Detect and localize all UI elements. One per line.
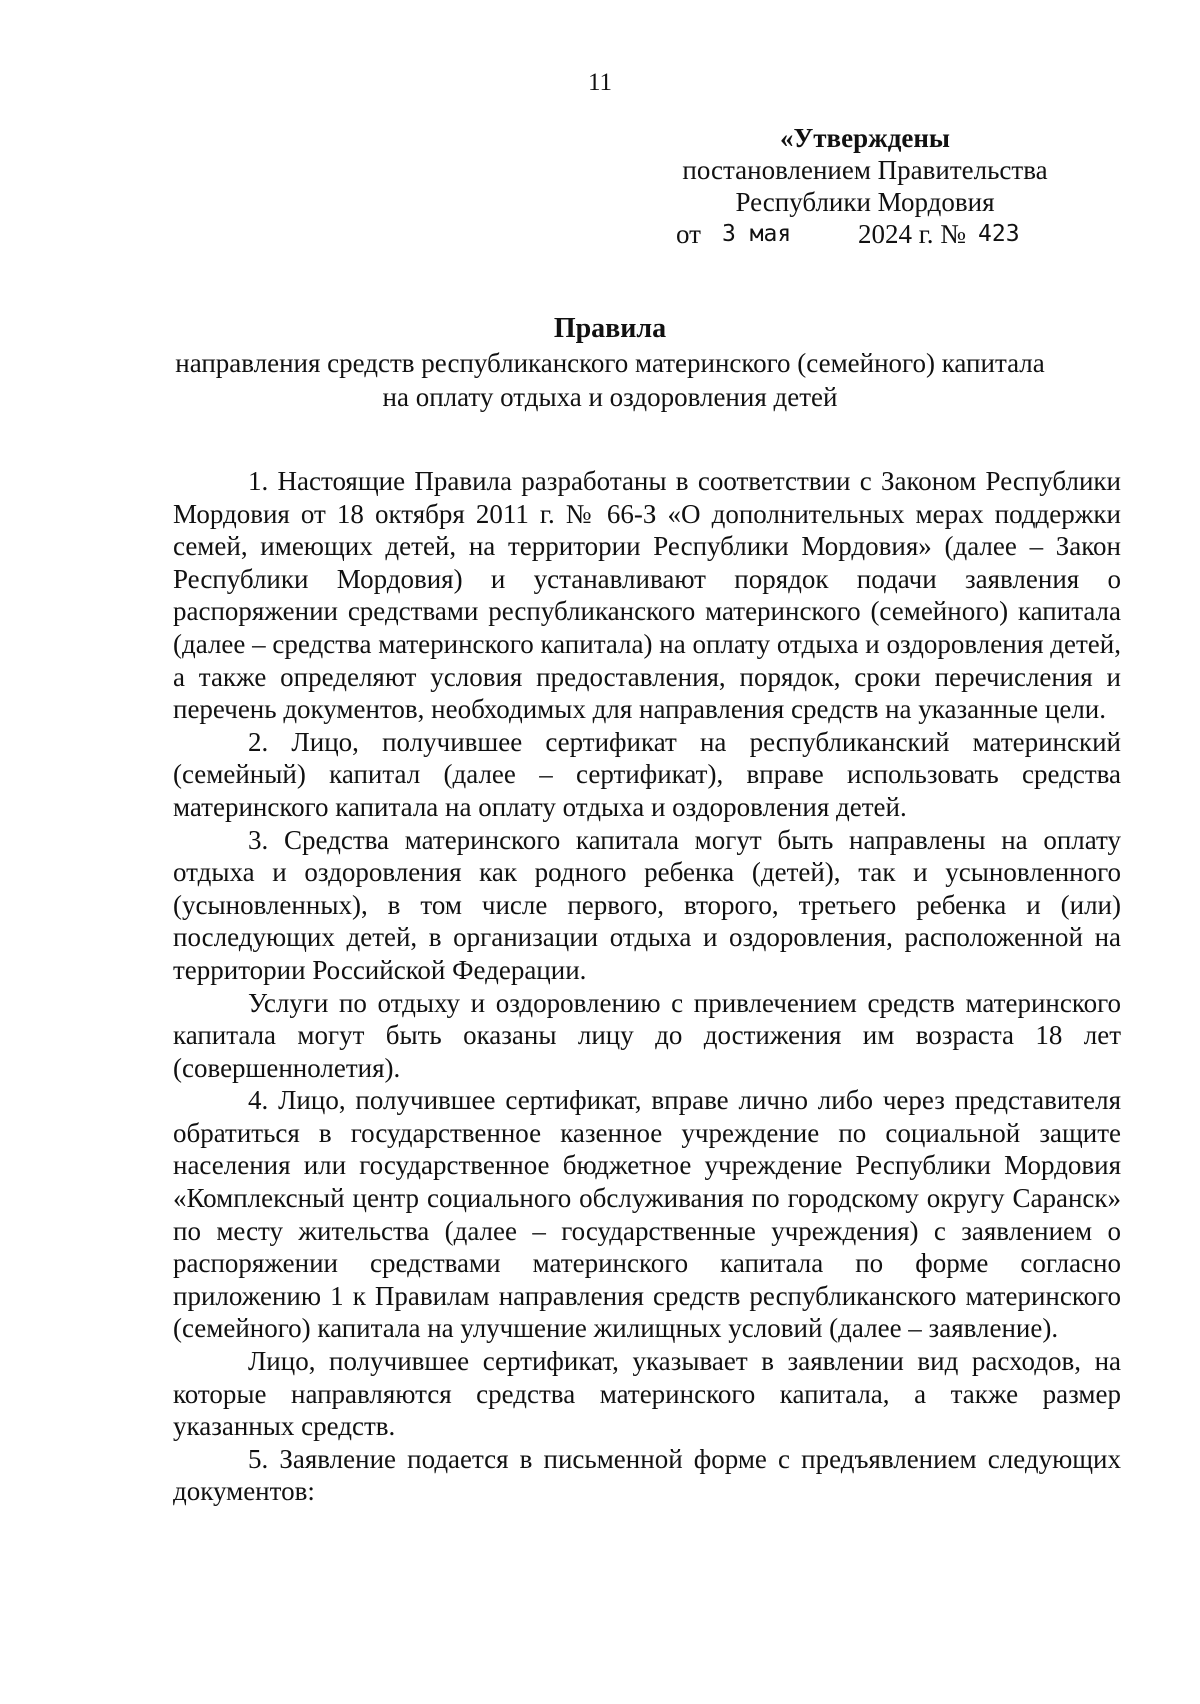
paragraph-2: 2. Лицо, получившее сертификат на республиканский материнский (семейный) капитал (далее – сертификат), вправе использовать средства материнского капитала на оплату отдыха и оздоровления детей. [173, 726, 1121, 822]
document-title: Правила [553, 313, 667, 344]
year-number-label: 2024 г. № [858, 219, 967, 249]
paragraph-1: 1. Настоящие Правила разработаны в соответствии с Законом Республики Мордовия от 18 октября 2011 г. № 66-З «О дополнительных мерах поддержки семей, имеющих детей, на территории Республики Мордовия» (далее – Закон Республики Мордовия) и устанавливают порядок подачи заявления о распоряжении средствами республиканского материнского (семейного) капитала (далее – средства материнского капитала) на оплату отдыха и оздоровления детей, а также определяют условия предоставления, порядок, сроки перечисления и перечень документов, необходимых для направления средств на указанные цели. [173, 466, 1121, 725]
document-subtitle-line-1: направления средств республиканского материнского (семейного) капитала [175, 348, 1045, 378]
approval-date-line [640, 218, 1090, 252]
paragraph-4-continued: Лицо, получившее сертификат, указывает в заявлении вид расходов, на которые направляются средства материнского капитала, а также размер указанных средств. [173, 1346, 1121, 1442]
approval-stamp [640, 122, 1090, 252]
document-title-block [150, 312, 1070, 414]
approval-line-2: Республики Мордовия [735, 187, 995, 217]
paragraph-4: 4. Лицо, получившее сертификат, вправе лично либо через представителя обратиться в государственное казенное учреждение по социальной защите населения или государственное бюджетное учреждение Республики Мордовия «Комплексный центр социального обслуживания по городскому округу Саранск» по месту жительства (далее – государственные учреждения) с заявлением о распоряжении средствами материнского капитала по форме согласно приложению 1 к Правилам направления средств республиканского материнского (семейного) капитала на улучшение жилищных условий (далее – заявление). [173, 1085, 1121, 1344]
handwritten-number: 423 [978, 221, 1020, 247]
handwritten-date: 3 мая [722, 221, 792, 247]
paragraph-3-continued: Услуги по отдыху и оздоровлению с привлечением средств материнского капитала могут быть оказаны лицу до достижения им возраста 18 лет (совершеннолетия). [173, 987, 1121, 1083]
from-label: от [676, 219, 701, 249]
approval-line-1: постановлением Правительства [682, 155, 1048, 185]
paragraph-5: 5. Заявление подается в письменной форме с предъявлением следующих документов: [173, 1443, 1121, 1507]
approved-label: «Утверждены [779, 123, 950, 153]
paragraph-3: 3. Средства материнского капитала могут быть направлены на оплату отдыха и оздоровления как родного ребенка (детей), так и усыновленного (усыновленных), в том числе первого, второго, третьего ребенка и (или) последующих детей, в организации отдыха и оздоровления, расположенной на территории Российской Федерации. [173, 824, 1121, 985]
page-number: 11 [587, 69, 613, 96]
document-body [173, 465, 1121, 1508]
document-subtitle-line-2: на оплату отдыха и оздоровления детей [382, 382, 838, 412]
